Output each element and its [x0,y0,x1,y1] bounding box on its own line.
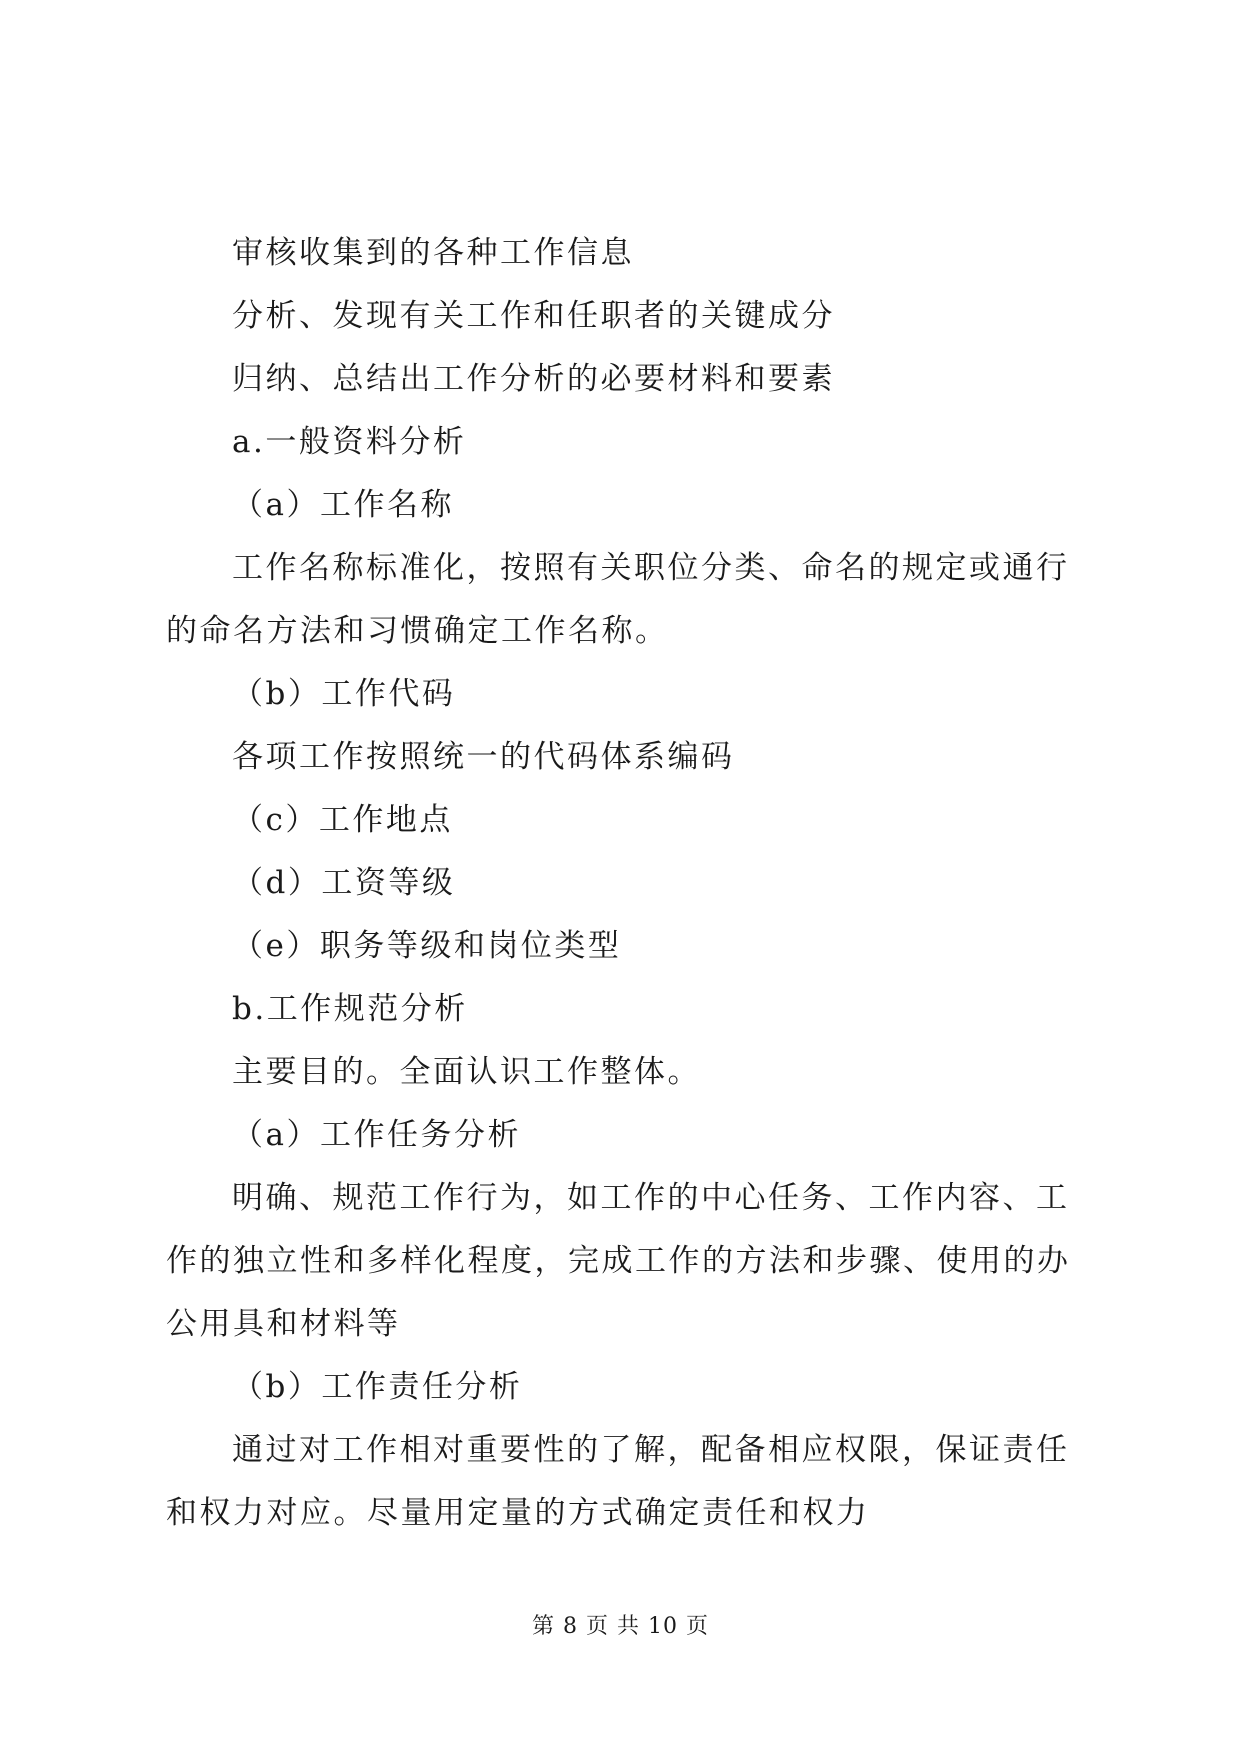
page-footer: 第 8 页 共 10 页 [532,1614,709,1639]
subheading-wage-grade: （d）工资等级 [232,865,456,901]
paragraph-review-info: 审核收集到的各种工作信息 [232,235,634,271]
subheading-responsibility-analysis: （b）工作责任分析 [232,1369,523,1405]
subheading-work-location: （c）工作地点 [232,802,453,838]
paragraph-job-code-system: 各项工作按照统一的代码体系编码 [232,739,735,775]
heading-job-specification-analysis: b.工作规范分析 [232,991,468,1027]
paragraph-responsibility-detail: 通过对工作相对重要性的了解，配备相应权限，保证责任和权力对应。尽量用定量的方式确定责任和权力 [166,1432,1070,1531]
paragraph-job-title-standardization: 工作名称标准化，按照有关职位分类、命名的规定或通行的命名方法和习惯确定工作名称。 [166,550,1070,649]
subheading-position-grade-type: （e）职务等级和岗位类型 [232,928,622,964]
paragraph-task-analysis-detail: 明确、规范工作行为，如工作的中心任务、工作内容、工作的独立性和多样化程度，完成工作的方法和步骤、使用的办公用具和材料等 [166,1180,1071,1342]
paragraph-main-purpose: 主要目的。全面认识工作整体。 [232,1054,701,1090]
subheading-job-code: （b）工作代码 [232,676,456,712]
paragraph-analyze-key-components: 分析、发现有关工作和任职者的关键成分 [232,298,835,334]
subheading-task-analysis: （a）工作任务分析 [232,1117,521,1153]
paragraph-summarize-materials: 归纳、总结出工作分析的必要材料和要素 [232,361,835,397]
subheading-job-title: （a）工作名称 [232,487,454,523]
heading-general-data-analysis: a.一般资料分析 [232,424,467,460]
